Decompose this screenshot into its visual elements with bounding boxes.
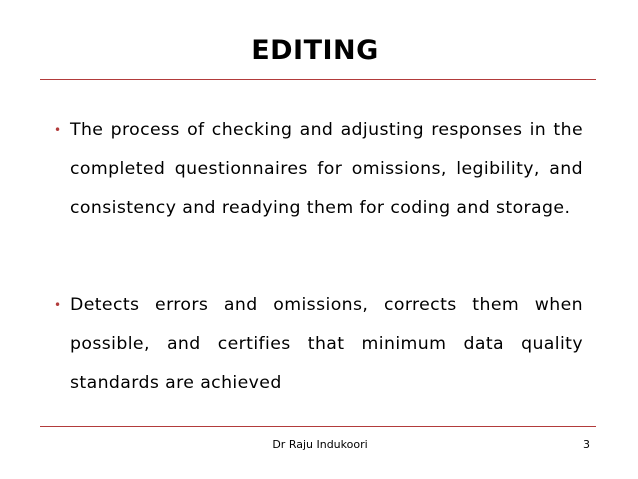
- bullet-marker: •: [54, 123, 62, 137]
- footer-author: Dr Raju Indukoori: [272, 438, 368, 451]
- page-number: 3: [583, 438, 590, 451]
- bullet-marker: •: [54, 298, 62, 312]
- slide-title: EDITING: [251, 35, 379, 66]
- footer-divider: [40, 426, 596, 427]
- bullet-item: [54, 286, 583, 403]
- bullet-text: The process of checking and adjusting responses in the completed questionnaires for omissions, legibility, and consistency and readying them for coding and storage.: [70, 120, 583, 218]
- title-divider: [40, 79, 596, 80]
- bullet-text: Detects errors and omissions, corrects them when possible, and certifies that minimum data quality standards are achieved: [70, 295, 583, 393]
- bullet-item: [54, 111, 583, 228]
